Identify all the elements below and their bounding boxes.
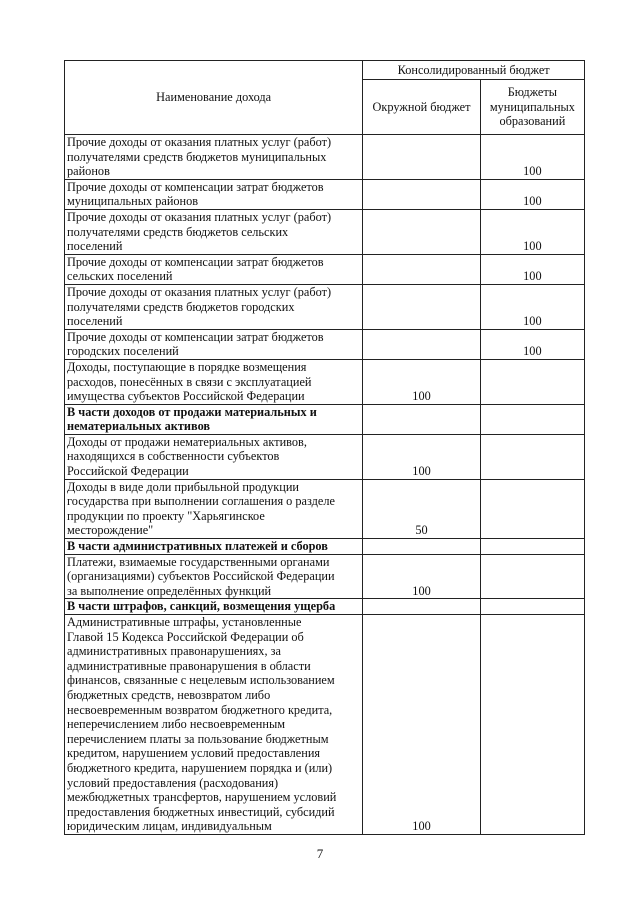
okrug-share <box>363 135 480 180</box>
revenue-name: Прочие доходы от компенсации затрат бюджетов муниципальных районов <box>65 179 363 209</box>
okrug-share <box>363 539 480 555</box>
table-row <box>65 615 585 835</box>
okrug-share <box>363 179 480 209</box>
header-municipal-budgets: Бюджеты муниципальных образований <box>480 80 584 135</box>
okrug-share <box>363 254 480 284</box>
header-okrug-budget: Окружной бюджет <box>363 80 480 135</box>
header-consolidated-budget: Консолидированный бюджет <box>363 61 585 80</box>
revenue-name: Прочие доходы от компенсации затрат бюджетов городских поселений <box>65 329 363 359</box>
revenue-name: Прочие доходы от оказания платных услуг (работ) получателями средств бюджетов городских поселений <box>65 284 363 329</box>
municipal-share <box>480 539 584 555</box>
municipal-share <box>480 359 584 404</box>
revenue-name: Прочие доходы от оказания платных услуг (работ) получателями средств бюджетов сельских поселений <box>65 209 363 254</box>
section-heading: В части штрафов, санкций, возмещения ущерба <box>65 599 363 615</box>
table-row <box>65 179 585 209</box>
okrug-share <box>363 329 480 359</box>
revenue-name: Доходы, поступающие в порядке возмещения расходов, понесённых в связи с эксплуатацией имущества субъектов Российской Федерации <box>65 359 363 404</box>
table-row <box>65 479 585 538</box>
table-row <box>65 284 585 329</box>
revenue-name: Прочие доходы от компенсации затрат бюджетов сельских поселений <box>65 254 363 284</box>
municipal-share: 100 <box>480 209 584 254</box>
okrug-share: 100 <box>363 434 480 479</box>
municipal-share: 100 <box>480 284 584 329</box>
section-row <box>65 539 585 555</box>
okrug-share: 100 <box>363 554 480 599</box>
municipal-share: 100 <box>480 135 584 180</box>
table-row <box>65 254 585 284</box>
okrug-share <box>363 284 480 329</box>
section-row <box>65 599 585 615</box>
page-number: 7 <box>316 846 324 861</box>
table-row <box>65 434 585 479</box>
okrug-share: 50 <box>363 479 480 538</box>
okrug-share <box>363 404 480 434</box>
municipal-share <box>480 404 584 434</box>
table-row <box>65 359 585 404</box>
municipal-share: 100 <box>480 254 584 284</box>
revenue-name: Платежи, взимаемые государственными органами (организациями) субъектов Российской Федерации за выполнение определённых функций <box>65 554 363 599</box>
revenue-name: Доходы от продажи нематериальных активов, находящихся в собственности субъектов Российской Федерации <box>65 434 363 479</box>
section-heading: В части доходов от продажи материальных и нематериальных активов <box>65 404 363 434</box>
section-heading: В части административных платежей и сборов <box>65 539 363 555</box>
municipal-share <box>480 615 584 835</box>
municipal-share <box>480 479 584 538</box>
header-revenue-name: Наименование дохода <box>65 61 363 135</box>
okrug-share: 100 <box>363 615 480 835</box>
section-row <box>65 404 585 434</box>
revenue-name: Административные штрафы, установленные Главой 15 Кодекса Российской Федерации об административных правонарушениях, за административные правонарушения в области финансов, связанные с нецелевым использованием бюджетных средств, невозвратом либо несвоевременным возвратом бюджетного кредита, неперечислением либо несвоевременным перечислением платы за пользование бюджетным кредитом, нарушением условий предоставления бюджетного кредита, нарушением порядка и (или) условий предоставления (расходования) межбюджетных трансфертов, нарушением условий предоставления бюджетных инвестиций, субсидий юридическим лицам, индивидуальным <box>65 615 363 835</box>
okrug-share <box>363 209 480 254</box>
table-row <box>65 135 585 180</box>
municipal-share <box>480 554 584 599</box>
table-row <box>65 209 585 254</box>
municipal-share <box>480 599 584 615</box>
revenue-name: Доходы в виде доли прибыльной продукции государства при выполнении соглашения о разделе продукции по проекту "Харьягинское месторождение" <box>65 479 363 538</box>
table-body <box>65 135 585 835</box>
municipal-share: 100 <box>480 329 584 359</box>
table-row <box>65 329 585 359</box>
municipal-share: 100 <box>480 179 584 209</box>
revenue-name: Прочие доходы от оказания платных услуг (работ) получателями средств бюджетов муниципальных районов <box>65 135 363 180</box>
revenue-distribution-table <box>64 60 585 835</box>
table-row <box>65 554 585 599</box>
municipal-share <box>480 434 584 479</box>
okrug-share <box>363 599 480 615</box>
okrug-share: 100 <box>363 359 480 404</box>
